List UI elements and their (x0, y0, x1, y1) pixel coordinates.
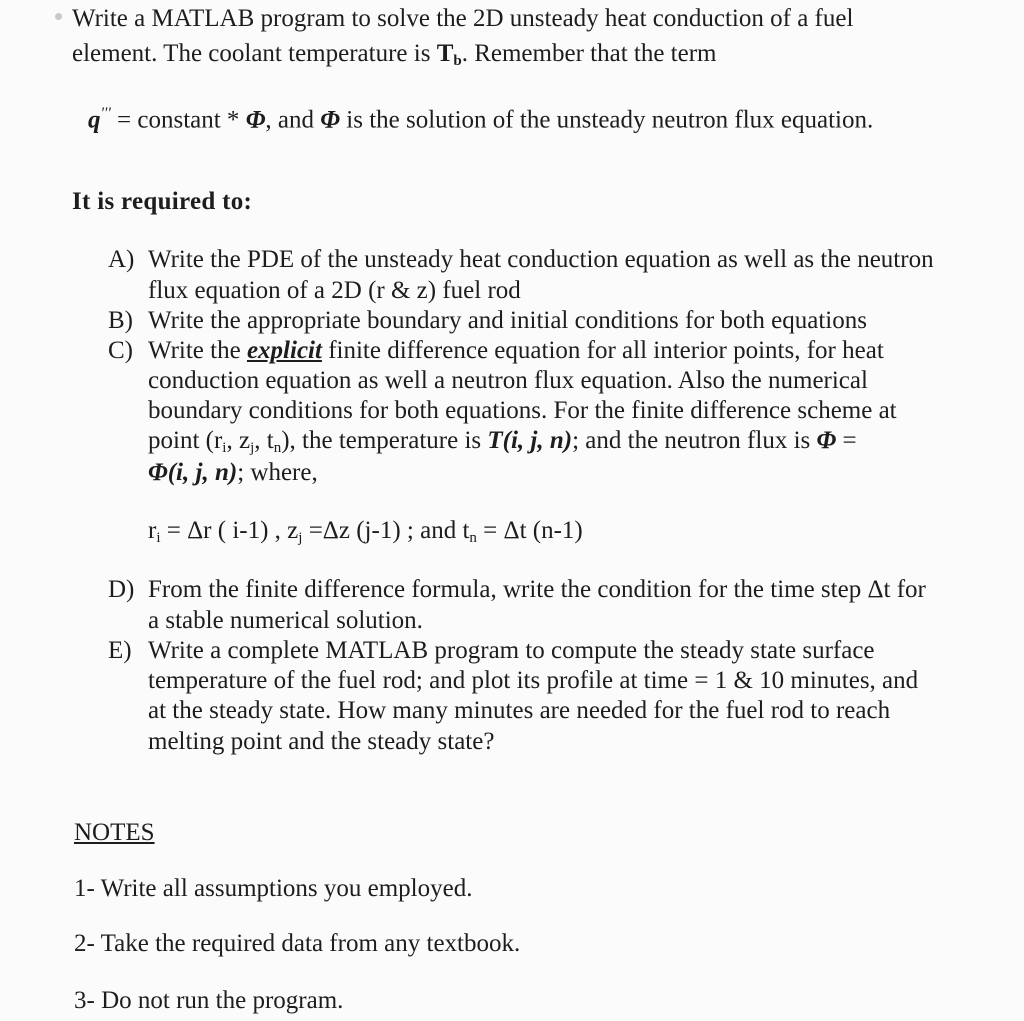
item-a-line-1: A) Write the PDE of the unsteady heat conduction equation as well as the neutron (108, 246, 934, 273)
item-a-label: A) (108, 246, 135, 273)
item-b-line-1: B) Write the appropriate boundary and initial conditions for both equations (108, 307, 867, 334)
item-c-line-4: point ($r_i$, $z_j$, $t_n$), the temperature is T(i, j, n); and the neutron flux is Φ = (148, 427, 857, 456)
bullet-icon (55, 13, 62, 20)
intro-line-1: Write a MATLAB program to solve the 2D unsteady heat conduction of a fuel (72, 5, 854, 32)
item-d-label: D) (108, 576, 135, 603)
item-c-label: C) (108, 337, 133, 364)
item-e-line-3: at the steady state. How many minutes are needed for the fuel rod to reach (148, 697, 891, 724)
item-c-line-2: conduction equation as well a neutron flux equation. Also the numerical (148, 367, 868, 394)
item-c-line-1: C) Write the explicit finite difference equation for all interior points, for heat (108, 337, 884, 364)
note-item: 2- Take the required data from any textbook. (74, 930, 521, 957)
note-item: 1- Write all assumptions you employed. (74, 875, 473, 902)
heat-source-equation: q''' = constant * Φ, and Φ is the solution of the unsteady neutron flux equation. (88, 105, 874, 134)
item-c-line-3: boundary conditions for both equations. For the finite difference scheme at (148, 397, 897, 424)
intro-line-2: element. The coolant temperature is $T_b$. Remember that the term (72, 40, 717, 69)
item-a-line-2: flux equation of a 2D (r & z) fuel rod (148, 277, 521, 304)
required-heading: It is required to: (72, 188, 253, 215)
item-d-line-1: D) From the finite difference formula, write the condition for the time step Δt for (108, 576, 926, 603)
item-e-line-1: E) Write a complete MATLAB program to compute the steady state surface (108, 637, 875, 664)
explicit-emphasis: explicit (246, 337, 322, 364)
coolant-temp-symbol: $T_b$ (436, 40, 462, 69)
item-e-line-4: melting point and the steady state? (148, 728, 495, 755)
flux-symbol: Φ(i, j, n) (148, 459, 238, 486)
item-b-label: B) (108, 307, 133, 334)
grid-formula: $r_i = \Delta r$ ( i-1) , $z_j =\Delta z$ (j-1) ; and $t_n = \Delta t$ (n-1) (148, 517, 583, 546)
item-e-line-2: temperature of the fuel rod; and plot its profile at time = 1 & 10 minutes, and (148, 667, 919, 694)
notes-heading: NOTES (74, 819, 155, 846)
item-e-label: E) (108, 637, 132, 664)
item-d-line-2: a stable numerical solution. (148, 607, 423, 634)
note-item: 3- Do not run the program. (74, 987, 344, 1014)
temperature-symbol: T(i, j, n) (487, 427, 573, 454)
item-c-line-5: Φ(i, j, n); where, (148, 459, 318, 486)
